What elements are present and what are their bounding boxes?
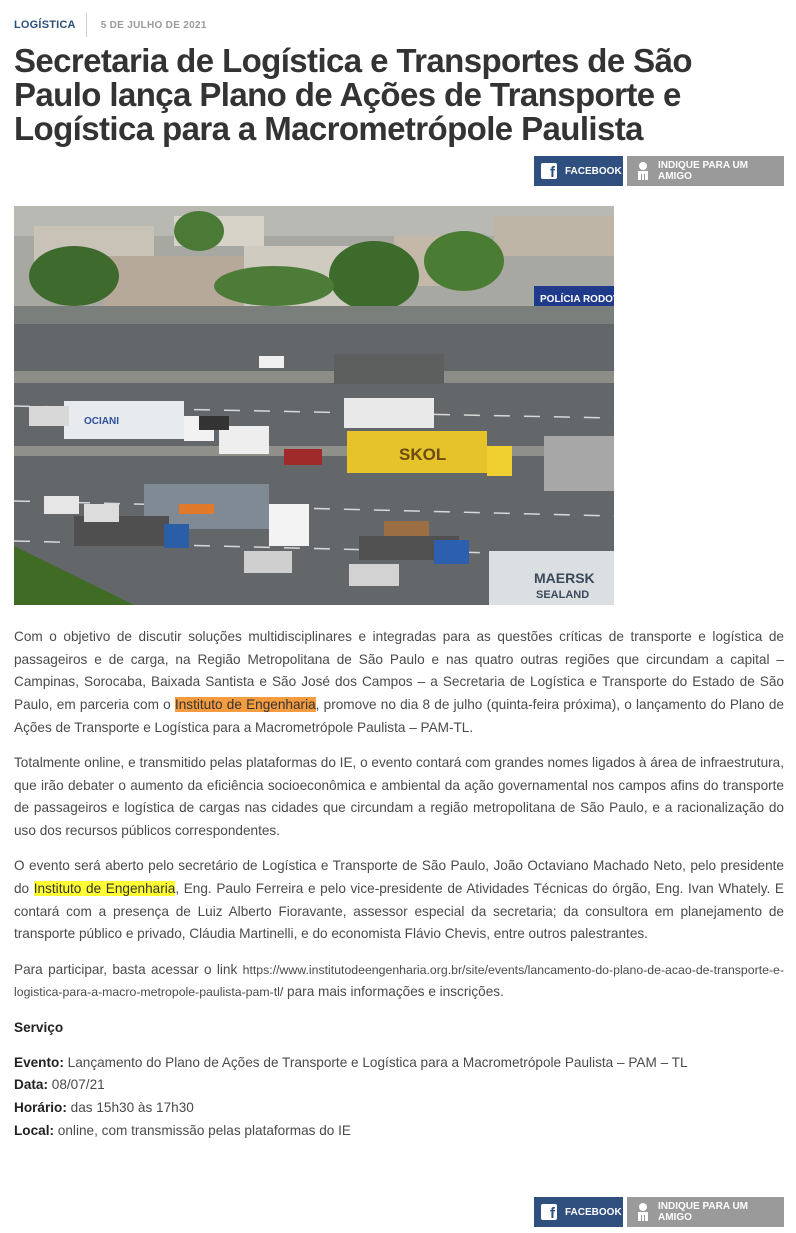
share-bar-top — [534, 156, 784, 186]
recommend-friend-button[interactable] — [627, 156, 784, 186]
facebook-share-button[interactable] — [534, 1197, 623, 1227]
facebook-share-label: FACEBOOK — [565, 165, 622, 177]
event-info — [14, 1052, 784, 1143]
truck-label-skol: SKOL — [399, 445, 447, 464]
recommend-friend-label: INDIQUE PARA UM AMIGO — [658, 1201, 748, 1223]
date-row: Data: 08/07/21 — [14, 1077, 105, 1093]
police-sign-text: POLÍCIA RODOVIÁ — [540, 294, 630, 305]
recommend-friend-button[interactable] — [627, 1197, 784, 1227]
event-link[interactable]: https://www.institutodeengenharia.org.br/site/events/lancamento-do-plano-de-acao-de-transporte-e-logistica-para-a-macro-metropole-paulista-pam-tl/ — [14, 962, 784, 1000]
truck-label-sealand: SEALAND — [536, 589, 590, 601]
paragraph-4: Para participar, basta acessar o link https://www.institutodeengenharia.org.br/site/events/lancamento-do-plano-de-acao-de-transporte-e-logistica-para-a-macro-metropole-paulista-pam-tl/ para mais informações e inscrições. — [14, 961, 784, 1000]
highlight-instituto-link[interactable]: Instituto de Engenharia — [33, 881, 176, 897]
event-row: Evento: Lançamento do Plano de Ações de Transporte e Logística para a Macrometrópole Paulista – PAM – TL — [14, 1054, 688, 1070]
article-title: Secretaria de Logística e Transportes de São Paulo lança Plano de Ações de Transporte e Logística para a Macrometrópole Paulista — [14, 42, 692, 147]
article-photo — [14, 206, 630, 605]
truck-label-maersk: MAERSK — [534, 570, 595, 586]
publish-date: 5 DE JULHO DE 2021 — [100, 19, 207, 31]
paragraph-3: O evento será aberto pelo secretário de Logística e Transporte de São Paulo, João Octaviano Machado Neto, pelo presidente do Instituto de Engenharia, Eng. Paulo Ferreira e pelo vice-presidente de Atividades Técnicas do órgão, Eng. Ivan Whately. E contará com a presença de Luiz Alberto Fioravante, assessor especial da secretaria; da consultora em planejamento de transporte público e privado, Cláudia Martinelli, e do economista Flávio Chevis, entre outros palestrantes. — [14, 858, 784, 942]
facebook-share-label: FACEBOOK — [565, 1206, 622, 1218]
person-icon — [635, 161, 651, 181]
category-link[interactable]: LOGÍSTICA — [14, 13, 87, 37]
paragraph-1: Com o objetivo de discutir soluções multidisciplinares e integradas para as questões críticas de transporte e logística de passageiros e de carga, na Região Metropolitana de São Paulo e nas quatro outras regiões que circundam a capital – Campinas, Sorocaba, Baixada Santista e São José dos Campos – a Secretaria de Logística e Transporte do Estado de São Paulo, em parceria com o Instituto de Engenharia, promove no dia 8 de julho (quinta-feira próxima), o lançamento do Plano de Ações de Transporte e Logística para a Macrometrópole Paulista – PAM-TL. — [14, 629, 784, 735]
article-body — [14, 626, 784, 1143]
location-row: Local: online, com transmissão pelas plataformas do IE — [14, 1122, 351, 1138]
truck-label-ociani: OCIANI — [84, 416, 119, 427]
time-row: Horário: das 15h30 às 17h30 — [14, 1100, 194, 1116]
facebook-icon — [541, 1204, 557, 1220]
highlight-instituto-link[interactable]: Instituto de Engenharia — [174, 697, 316, 713]
facebook-icon — [541, 163, 557, 179]
facebook-share-button[interactable] — [534, 156, 623, 186]
highway-trucks-photo — [14, 206, 630, 605]
paragraph-2: Totalmente online, e transmitido pelas plataformas do IE, o evento contará com grandes nomes ligados à área de infraestrutura, que irão debater o aumento da eficiência socioeconômica e ambiental da ação governamental nos campos afins do transporte de passageiros e logística de cargas nas cidades que circundam a região metropolitana de São Paulo, e a racionalização do uso dos recursos públicos correspondentes. — [14, 755, 784, 839]
share-bar-bottom — [534, 1197, 784, 1227]
person-icon — [635, 1202, 651, 1222]
article-meta — [14, 12, 207, 38]
servico-heading: Serviço — [14, 1019, 64, 1035]
recommend-friend-label: INDIQUE PARA UM AMIGO — [658, 160, 748, 182]
